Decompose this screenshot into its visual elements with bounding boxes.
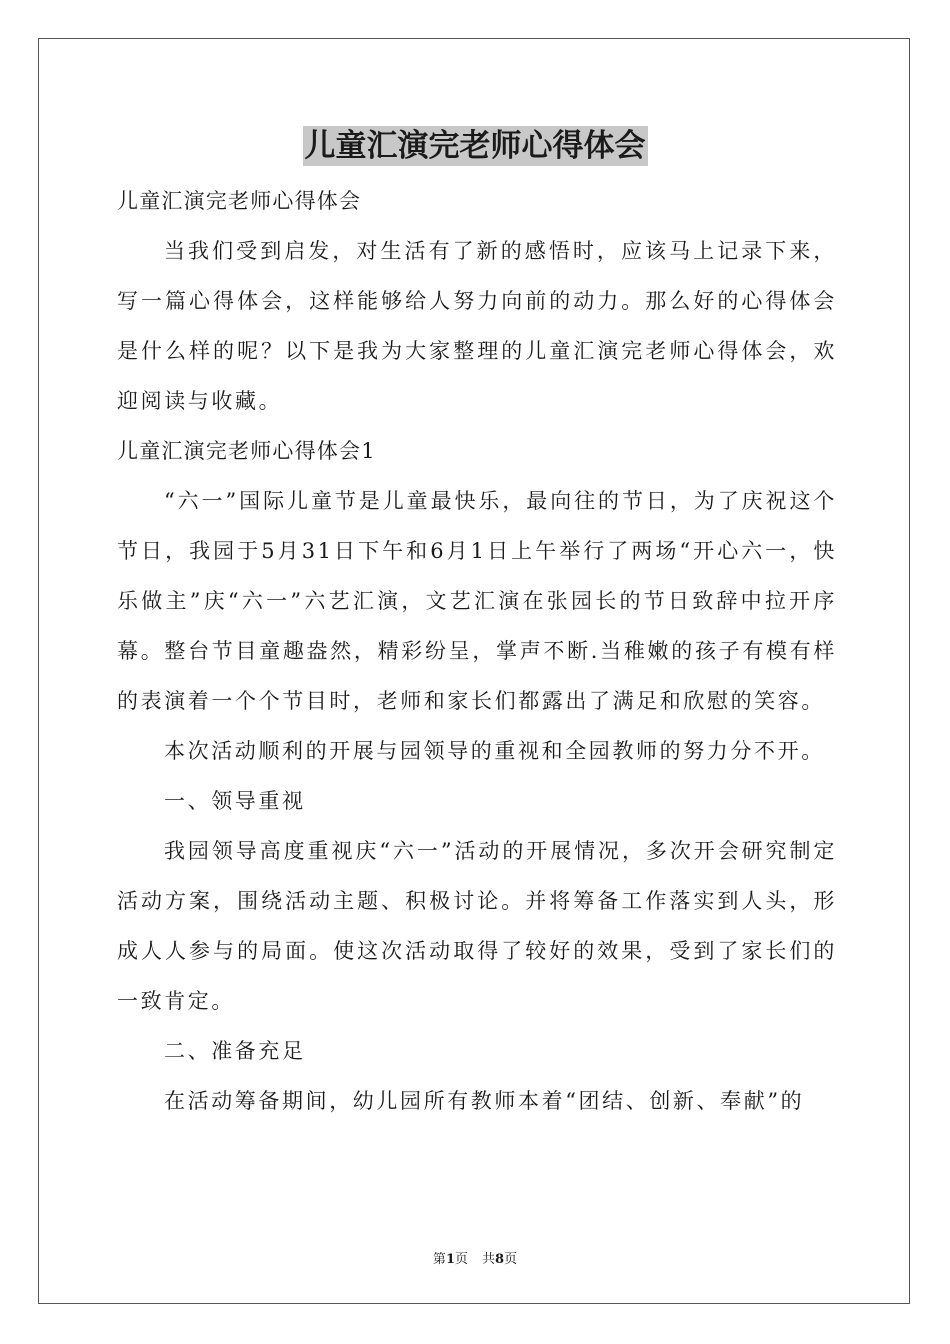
subheading-preparation: 二、准备充足 (164, 1039, 306, 1063)
section-heading-1: 儿童汇演完老师心得体会1 (117, 439, 376, 463)
page-prefix: 第 (432, 1252, 446, 1267)
page-footer (0, 1248, 950, 1267)
body-paragraph: 在活动筹备期间，幼儿园所有教师本着“团结、创新、奉献”的 (164, 1089, 805, 1113)
total-prefix: 共 (482, 1252, 496, 1267)
body-paragraph: 本次活动顺利的开展与园领导的重视和全园教师的努力分不开。 (164, 739, 825, 763)
title-container (0, 126, 950, 166)
subheading-leadership: 一、领导重视 (164, 789, 306, 813)
intro-paragraph: 当我们受到启发，对生活有了新的感悟时，应该马上记录下来，写一篇心得体会，这样能够给人努力向前的动力。那么好的心得体会是什么样的呢？以下是我为大家整理的儿童汇演完老师心得体会，欢迎阅读与收藏。 (117, 239, 837, 413)
page-number: 1 (445, 1252, 455, 1267)
document-title: 儿童汇演完老师心得体会 (304, 128, 646, 164)
total-pages: 8 (495, 1252, 505, 1267)
total-suffix: 页 (504, 1252, 518, 1267)
body-paragraph: “六一”国际儿童节是儿童最快乐，最向往的节日，为了庆祝这个节日，我园于5月31日下午和6月1日上午举行了两场“开心六一，快乐做主”庆“六一”六艺汇演，文艺汇演在张园长的节日致辞中拉开序幕。整台节目童趣盎然，精彩纷呈，掌声不断.当稚嫩的孩子有模有样的表演着一个个节目时，老师和家长们都露出了满足和欣慰的笑容。 (117, 489, 837, 713)
page-suffix: 页 (454, 1252, 468, 1267)
body-paragraph: 我园领导高度重视庆“六一”活动的开展情况，多次开会研究制定活动方案，围绕活动主题、积极讨论。并将筹备工作落实到人头，形成人人参与的局面。使这次活动取得了较好的效果，受到了家长们的一致肯定。 (117, 839, 837, 1013)
document-body (117, 176, 837, 1126)
subtitle-paragraph: 儿童汇演完老师心得体会 (117, 189, 362, 213)
